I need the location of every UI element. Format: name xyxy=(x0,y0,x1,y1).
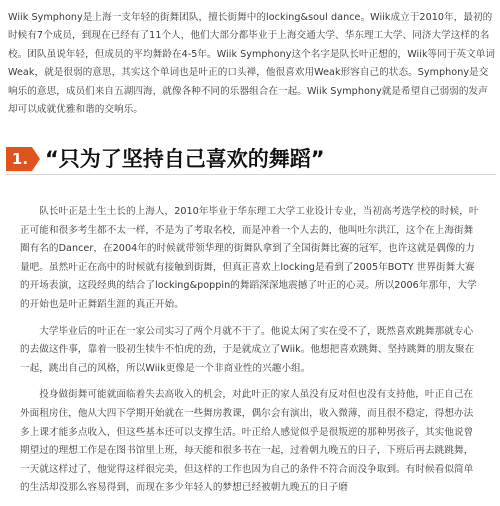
heading-divider xyxy=(6,174,496,175)
intro-paragraph: Wiik Symphony是上海一支年轻的街舞团队，擅长街舞中的locking&soul dance。Wiik成立于2010年，最初的时候有7个成员，到现在已经有了11个人，他们大部分都毕业于上海交通大学、华东理工大学、同济大学这样的名校。团队虽说年轻，但成员的平均舞龄在4-5年。Wiik Symphony这个名字是队长叶正想的，Wiik等同于英文单词Weak，就是很弱的意思，其实这个单词也是叶正的口头禅，他很喜欢用Weak形容自己的状态。Symphony是交响乐的意思，成员们来自五湖四海，就像各种不同的乐器组合在一起。Wiik Symphony就是希望自己弱弱的发声却可以成就优雅和谐的交响乐。 xyxy=(8,12,496,116)
section-title: “只为了坚持自己喜欢的舞蹈” xyxy=(45,147,325,171)
section-number: 1. xyxy=(11,150,29,168)
section-heading xyxy=(0,144,500,184)
article-body xyxy=(20,203,480,506)
body-paragraph-2: 大学毕业后的叶正在一家公司实习了两个月就不干了。他说太闲了实在受不了，既然喜欢跳舞那就专心的去做这件事，靠着一股初生犊牛不怕虎的劲，于是就成立了Wiik。他想把喜欢跳舞、坚持跳舞的朋友聚在一起，跳出自己的风格，所以Wiik更像是一个非商业性的兴趣小组。 xyxy=(20,325,475,374)
body-paragraph-3: 投身做街舞可能就面临着失去高收入的机会，对此叶正的家人虽没有反对但也没有支持他，叶正自己在外面租房住，他从大四下学期开始就在一些舞房教课，偶尔会有演出，收入微薄，而且很不稳定，得想办法多上课才能多点收入，但这些基本还可以支撑生活。叶正给人感觉似乎是很叛逆的那种男孩子，其实他说曾期望过的理想工作是在图书馆里上班，每天能和很多书在一起，过着朝九晚五的日子，下班后再去跳跳舞，一天就这样过了，他觉得这样很完美，但这样的工作也因为自己的条件不符合而没争取到。有时候看似简单的生活却没那么容易得到，而现在多少年轻人的梦想已经被朝九晚五的日子磨 xyxy=(20,389,474,494)
intro-section xyxy=(8,9,496,119)
section-number-badge xyxy=(6,147,40,171)
body-paragraph-1: 队长叶正是土生土长的上海人，2010年毕业于华东理工大学工业设计专业，当初高考选学校的时候，叶正可能和很多考生都不太一样，不是为了考取名校，而是冲着一个人去的，他叫吐尔洪江，这个在上海街舞圈有名的Dancer，在2004年的时候就带领华理的街舞队拿到了全国街舞比赛的冠军，也许这就是偶像的力量吧。虽然叶正在高中的时候就有接触到街舞，但真正喜欢上locking是看到了2005年BOTY 世界街舞大赛的开场表演，这段经典的结合了locking&poppin的舞蹈深深地震撼了叶正的心灵。所以2006年那年，大学的开始也是叶正舞蹈生涯的真正开始。 xyxy=(20,206,479,310)
